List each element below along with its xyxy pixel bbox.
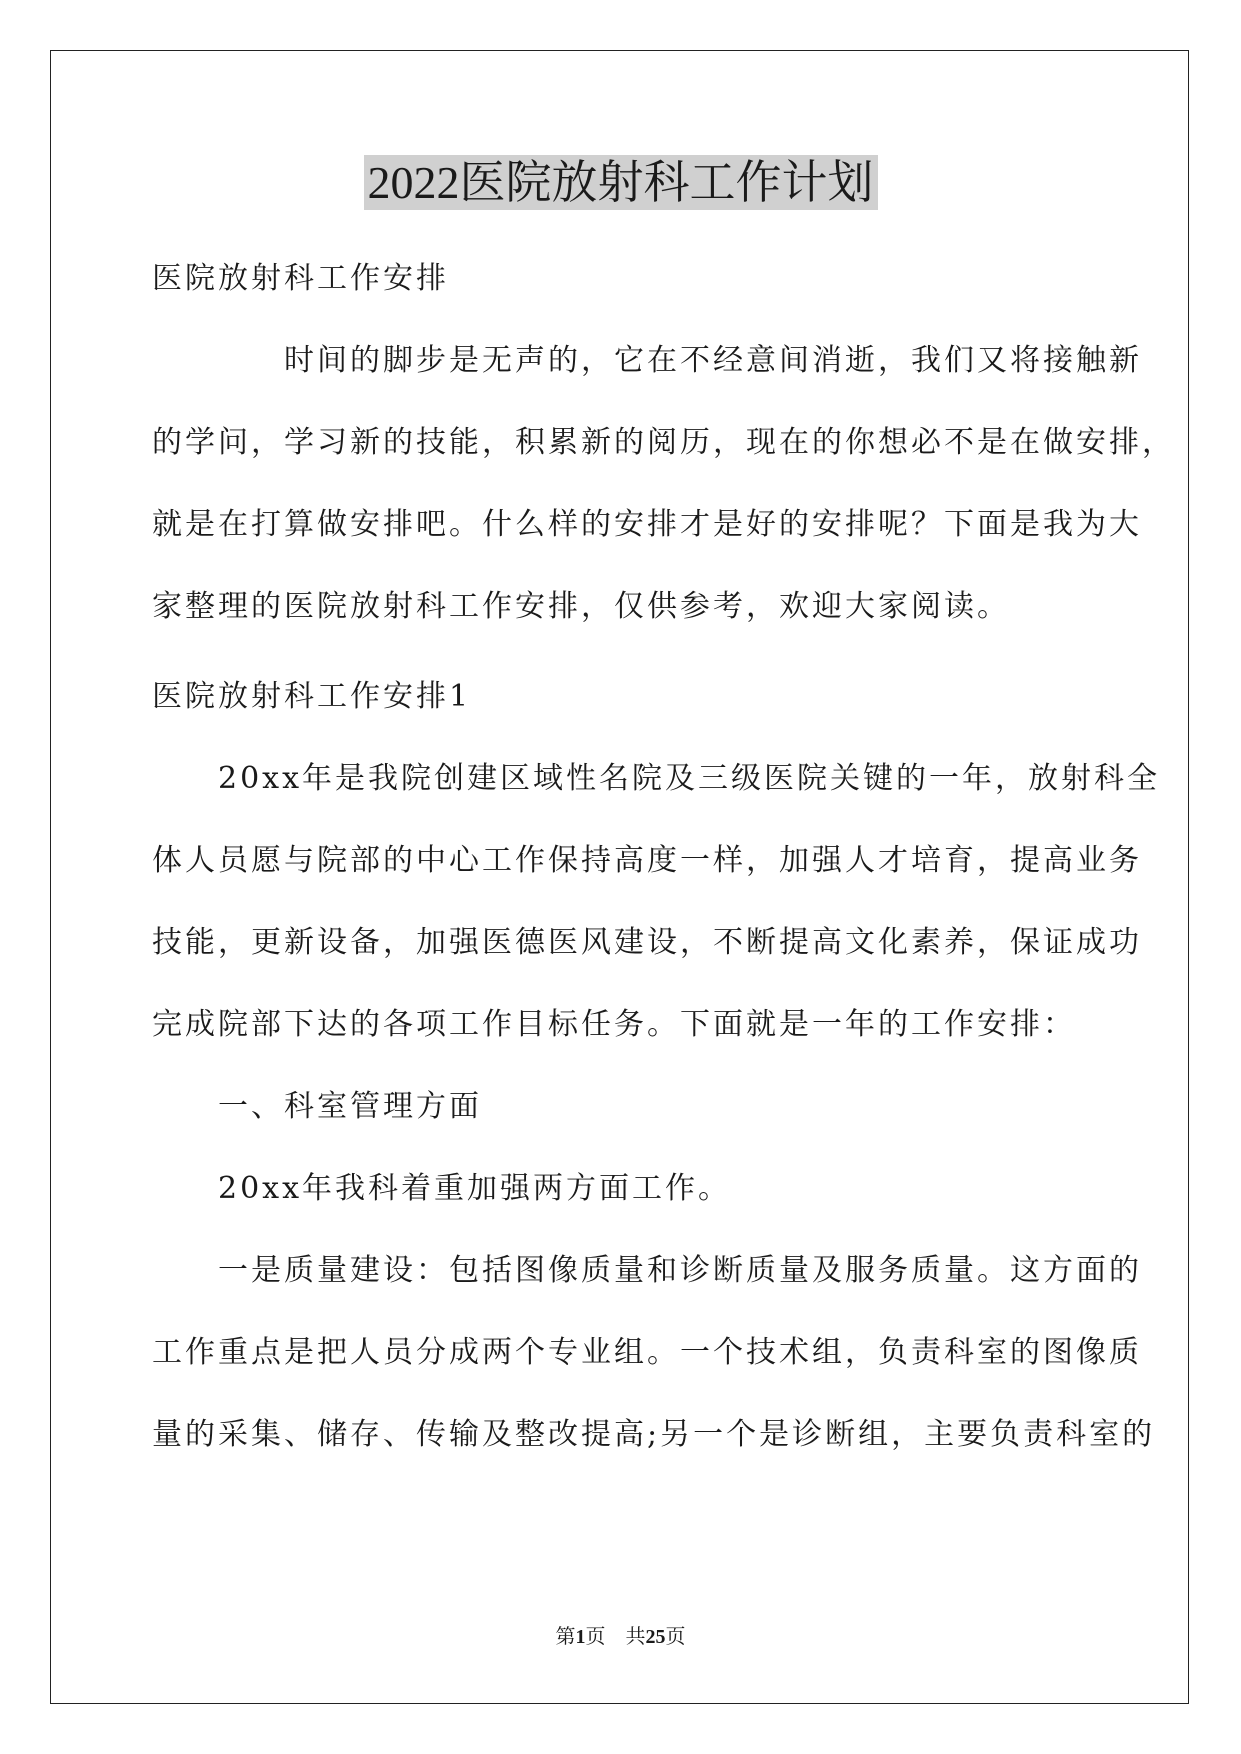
subsection-heading — [152, 656, 1092, 738]
body-line: 体人员愿与院部的中心工作保持高度一样，加强人才培育，提高业务 — [152, 843, 1142, 878]
intro-line: 时间的脚步是无声的，它在不经意间消逝，我们又将接触新 — [152, 343, 1142, 378]
page-footer — [0, 1622, 1241, 1651]
body-line: 技能，更新设备，加强医德医风建设，不断提高文化素养，保证成功 — [152, 925, 1142, 960]
intro-paragraph — [152, 320, 1175, 648]
intro-line: 家整理的医院放射科工作安排，仅供参考，欢迎大家阅读。 — [152, 589, 1010, 624]
section-heading-text: 医院放射科工作安排 — [152, 261, 449, 296]
body-line: 20xx年是我院创建区域性名院及三级医院关键的一年，放射科全 — [152, 761, 1161, 796]
intro-line: 就是在打算做安排吧。什么样的安排才是好的安排呢？下面是我为大 — [152, 507, 1142, 542]
body-line: 一、科室管理方面 — [152, 1089, 482, 1124]
body-line: 量的采集、储存、传输及整改提高;另一个是诊断组，主要负责科室的 — [152, 1417, 1156, 1452]
subsection-heading-text: 医院放射科工作安排1 — [152, 679, 472, 714]
body-line: 20xx年我科着重加强两方面工作。 — [152, 1171, 732, 1206]
page-total: 25 — [645, 1626, 666, 1648]
section-heading — [152, 238, 1092, 320]
body-line: 工作重点是把人员分成两个专业组。一个技术组，负责科室的图像质 — [152, 1335, 1142, 1370]
document-title-text: 2022医院放射科工作计划 — [364, 155, 878, 210]
document-title — [0, 150, 1241, 216]
page-current: 1 — [575, 1626, 586, 1648]
page-mid: 页 共 — [585, 1624, 646, 1648]
body-line: 一是质量建设：包括图像质量和诊断质量及服务质量。这方面的 — [152, 1253, 1142, 1288]
page-suffix: 页 — [665, 1624, 686, 1648]
body-text — [152, 738, 1161, 1476]
body-line: 完成院部下达的各项工作目标任务。下面就是一年的工作安排： — [152, 1007, 1076, 1042]
intro-line: 的学问，学习新的技能，积累新的阅历，现在的你想必不是在做安排， — [152, 425, 1175, 460]
page-prefix: 第 — [555, 1624, 576, 1648]
